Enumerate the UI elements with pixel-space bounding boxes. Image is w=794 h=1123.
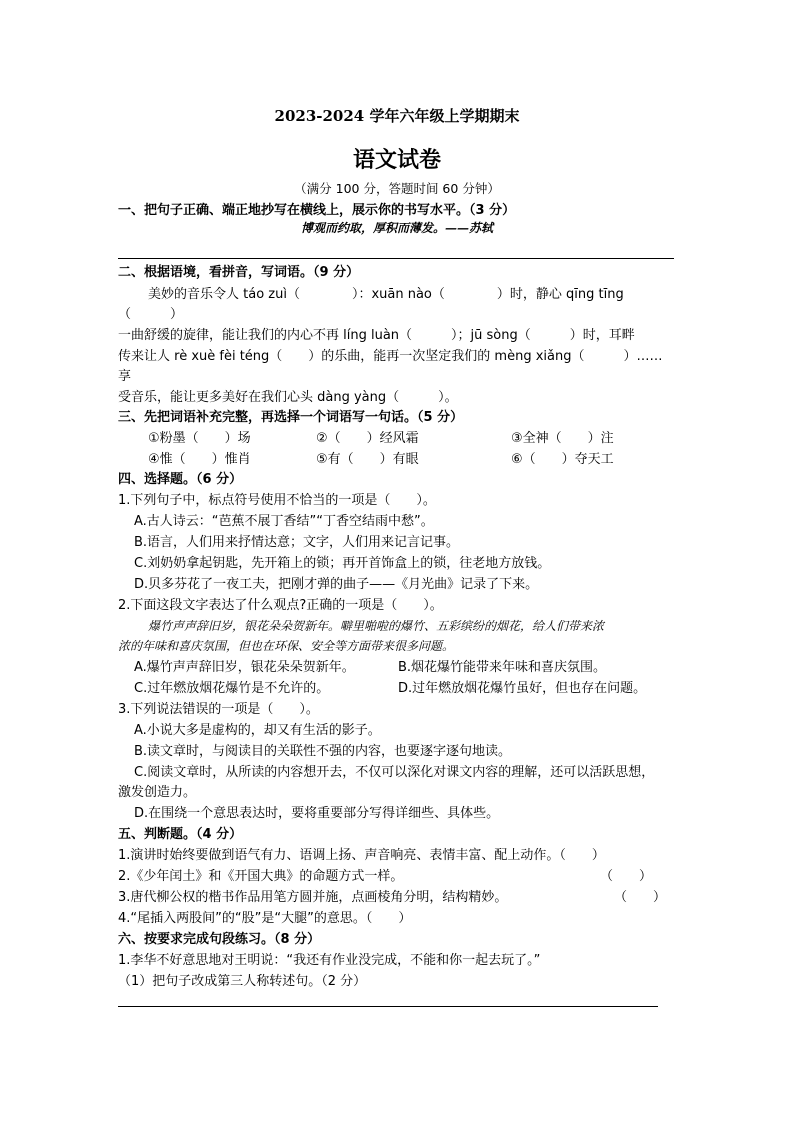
- q1-option-d: D.贝多芬花了一夜工夫，把刚才弹的曲子——《月光曲》记录了下来。: [134, 577, 539, 592]
- q3-option-b: B.读文章时，与阅读目的关联性不强的内容，也要逐字逐句地读。: [134, 744, 512, 759]
- section6-heading: 六、按要求完成句段练习。（8 分）: [118, 932, 321, 947]
- section3-item: ④惟（ ）惟肖: [148, 452, 251, 467]
- q1-option-b: B.语言，人们用来抒情达意；文字，人们用来记言记事。: [134, 535, 460, 550]
- section3-heading: 三、先把词语补充完整，再选择一个词语写一句话。（5 分）: [118, 410, 464, 425]
- section3-item: ⑥（ ）夺天工: [511, 452, 614, 467]
- judge-item-2-paren: （ ）: [600, 869, 653, 884]
- answer-line: [118, 258, 674, 259]
- q1-option-a: A.古人诗云：“芭蕉不展丁香结”“丁香空结雨中愁”。: [134, 514, 434, 529]
- judge-item-1: 1.演讲时始终要做到语气有力、语调上扬、声音响亮、表情丰富、配上动作。（ ）: [118, 848, 605, 863]
- q2-passage-line2: 浓的年味和喜庆氛围，但也在环保、安全等方面带来很多问题。: [118, 639, 455, 653]
- section3-item: ①粉墨（ ）场: [148, 431, 251, 446]
- q2-option-b: B.烟花爆竹能带来年味和喜庆氛围。: [398, 660, 607, 675]
- question-3: 3.下列说法错误的一项是（ ）。: [118, 702, 319, 717]
- q2-option-c: C.过年燃放烟花爆竹是不允许的。: [134, 681, 330, 696]
- q3-option-d: D.在围绕一个意思表达时，要将重要部分写得详细些、具体些。: [134, 806, 500, 821]
- q3-option-c: C.阅读文章时，从所读的内容想开去，不仅可以深化对课文内容的理解，还可以活跃思想，: [134, 765, 655, 780]
- section2-heading: 二、根据语境，看拼音，写词语。（9 分）: [118, 265, 360, 280]
- q2-passage-line1: 爆竹声声辞旧岁，银花朵朵贺新年。噼里啪啦的爆竹、五彩缤纷的烟花，给人们带来浓: [148, 619, 605, 633]
- q3-option-c-cont: 激发创造力。: [118, 785, 197, 800]
- answer-line: [118, 1006, 658, 1007]
- section3-item: ⑤有（ ）有眼: [316, 452, 419, 467]
- section6-prompt: 1.李华不好意思地对王明说：“我还有作业没完成，不能和你一起去玩了。”: [118, 953, 541, 968]
- q3-option-a: A.小说大多是虚构的，却又有生活的影子。: [134, 723, 381, 738]
- exam-subtitle: （满分 100 分，答题时间 60 分钟）: [294, 181, 500, 196]
- section6-subquestion: （1）把句子改成第三人称转述句。（2 分）: [118, 974, 367, 989]
- q1-option-c: C.刘奶奶拿起钥匙，先开箱上的锁；再开首饰盒上的锁，往老地方放钱。: [134, 556, 551, 571]
- judge-item-3: 3.唐代柳公权的楷书作品用笔方圆并施，点画棱角分明，结构精妙。: [118, 890, 508, 905]
- q2-option-d: D.过年燃放烟花爆竹虽好，但也存在问题。: [398, 681, 647, 696]
- exam-subject-title: 语文试卷: [352, 147, 441, 173]
- section2-line2: （ ）: [118, 307, 184, 322]
- judge-item-2: 2.《少年闰土》和《开国大典》的命题方式一样。: [118, 869, 404, 884]
- question-2: 2.下面这段文字表达了什么观点?正确的一项是（ ）。: [118, 598, 443, 613]
- section3-item: ②（ ）经风霜: [316, 431, 419, 446]
- question-1: 1.下列句子中，标点符号使用不恰当的一项是（ ）。: [118, 493, 436, 508]
- section1-heading: 一、把句子正确、端正地抄写在横线上，展示你的书写水平。（3 分）: [118, 203, 516, 218]
- q2-option-a: A.爆竹声声辞旧岁，银花朵朵贺新年。: [134, 660, 355, 675]
- section2-line3: 一曲舒缓的旋律，能让我们的内心不再 líng luàn（ ）；jū sòng（ ）时，耳畔: [118, 328, 635, 343]
- section2-line1: 美妙的音乐令人 táo zuì（ ）：xuān nào（ ）时，静心 qīng tīng: [148, 287, 624, 302]
- section3-item: ③全神（ ）注: [511, 431, 614, 446]
- section2-line4: 传来让人 rè xuè fèi téng（ ）的乐曲，能再一次坚定我们的 mèng xiǎng（ ）……: [118, 349, 663, 364]
- judge-item-4: 4.“尾插入两股间”的“股”是“大腿”的意思。（ ）: [118, 911, 412, 926]
- section2-line5: 享: [118, 369, 132, 384]
- section1-quote: 博观而约取，厚积而薄发。——苏轼: [300, 221, 493, 235]
- section5-heading: 五、判断题。（4 分）: [118, 827, 243, 842]
- judge-item-3-paren: （ ）: [614, 890, 667, 905]
- exam-title: 2023-2024 学年六年级上学期期末: [274, 107, 520, 125]
- section2-line6: 受音乐，能让更多美好在我们心头 dàng yàng（ ）。: [118, 390, 458, 405]
- section4-heading: 四、选择题。（6 分）: [118, 472, 243, 487]
